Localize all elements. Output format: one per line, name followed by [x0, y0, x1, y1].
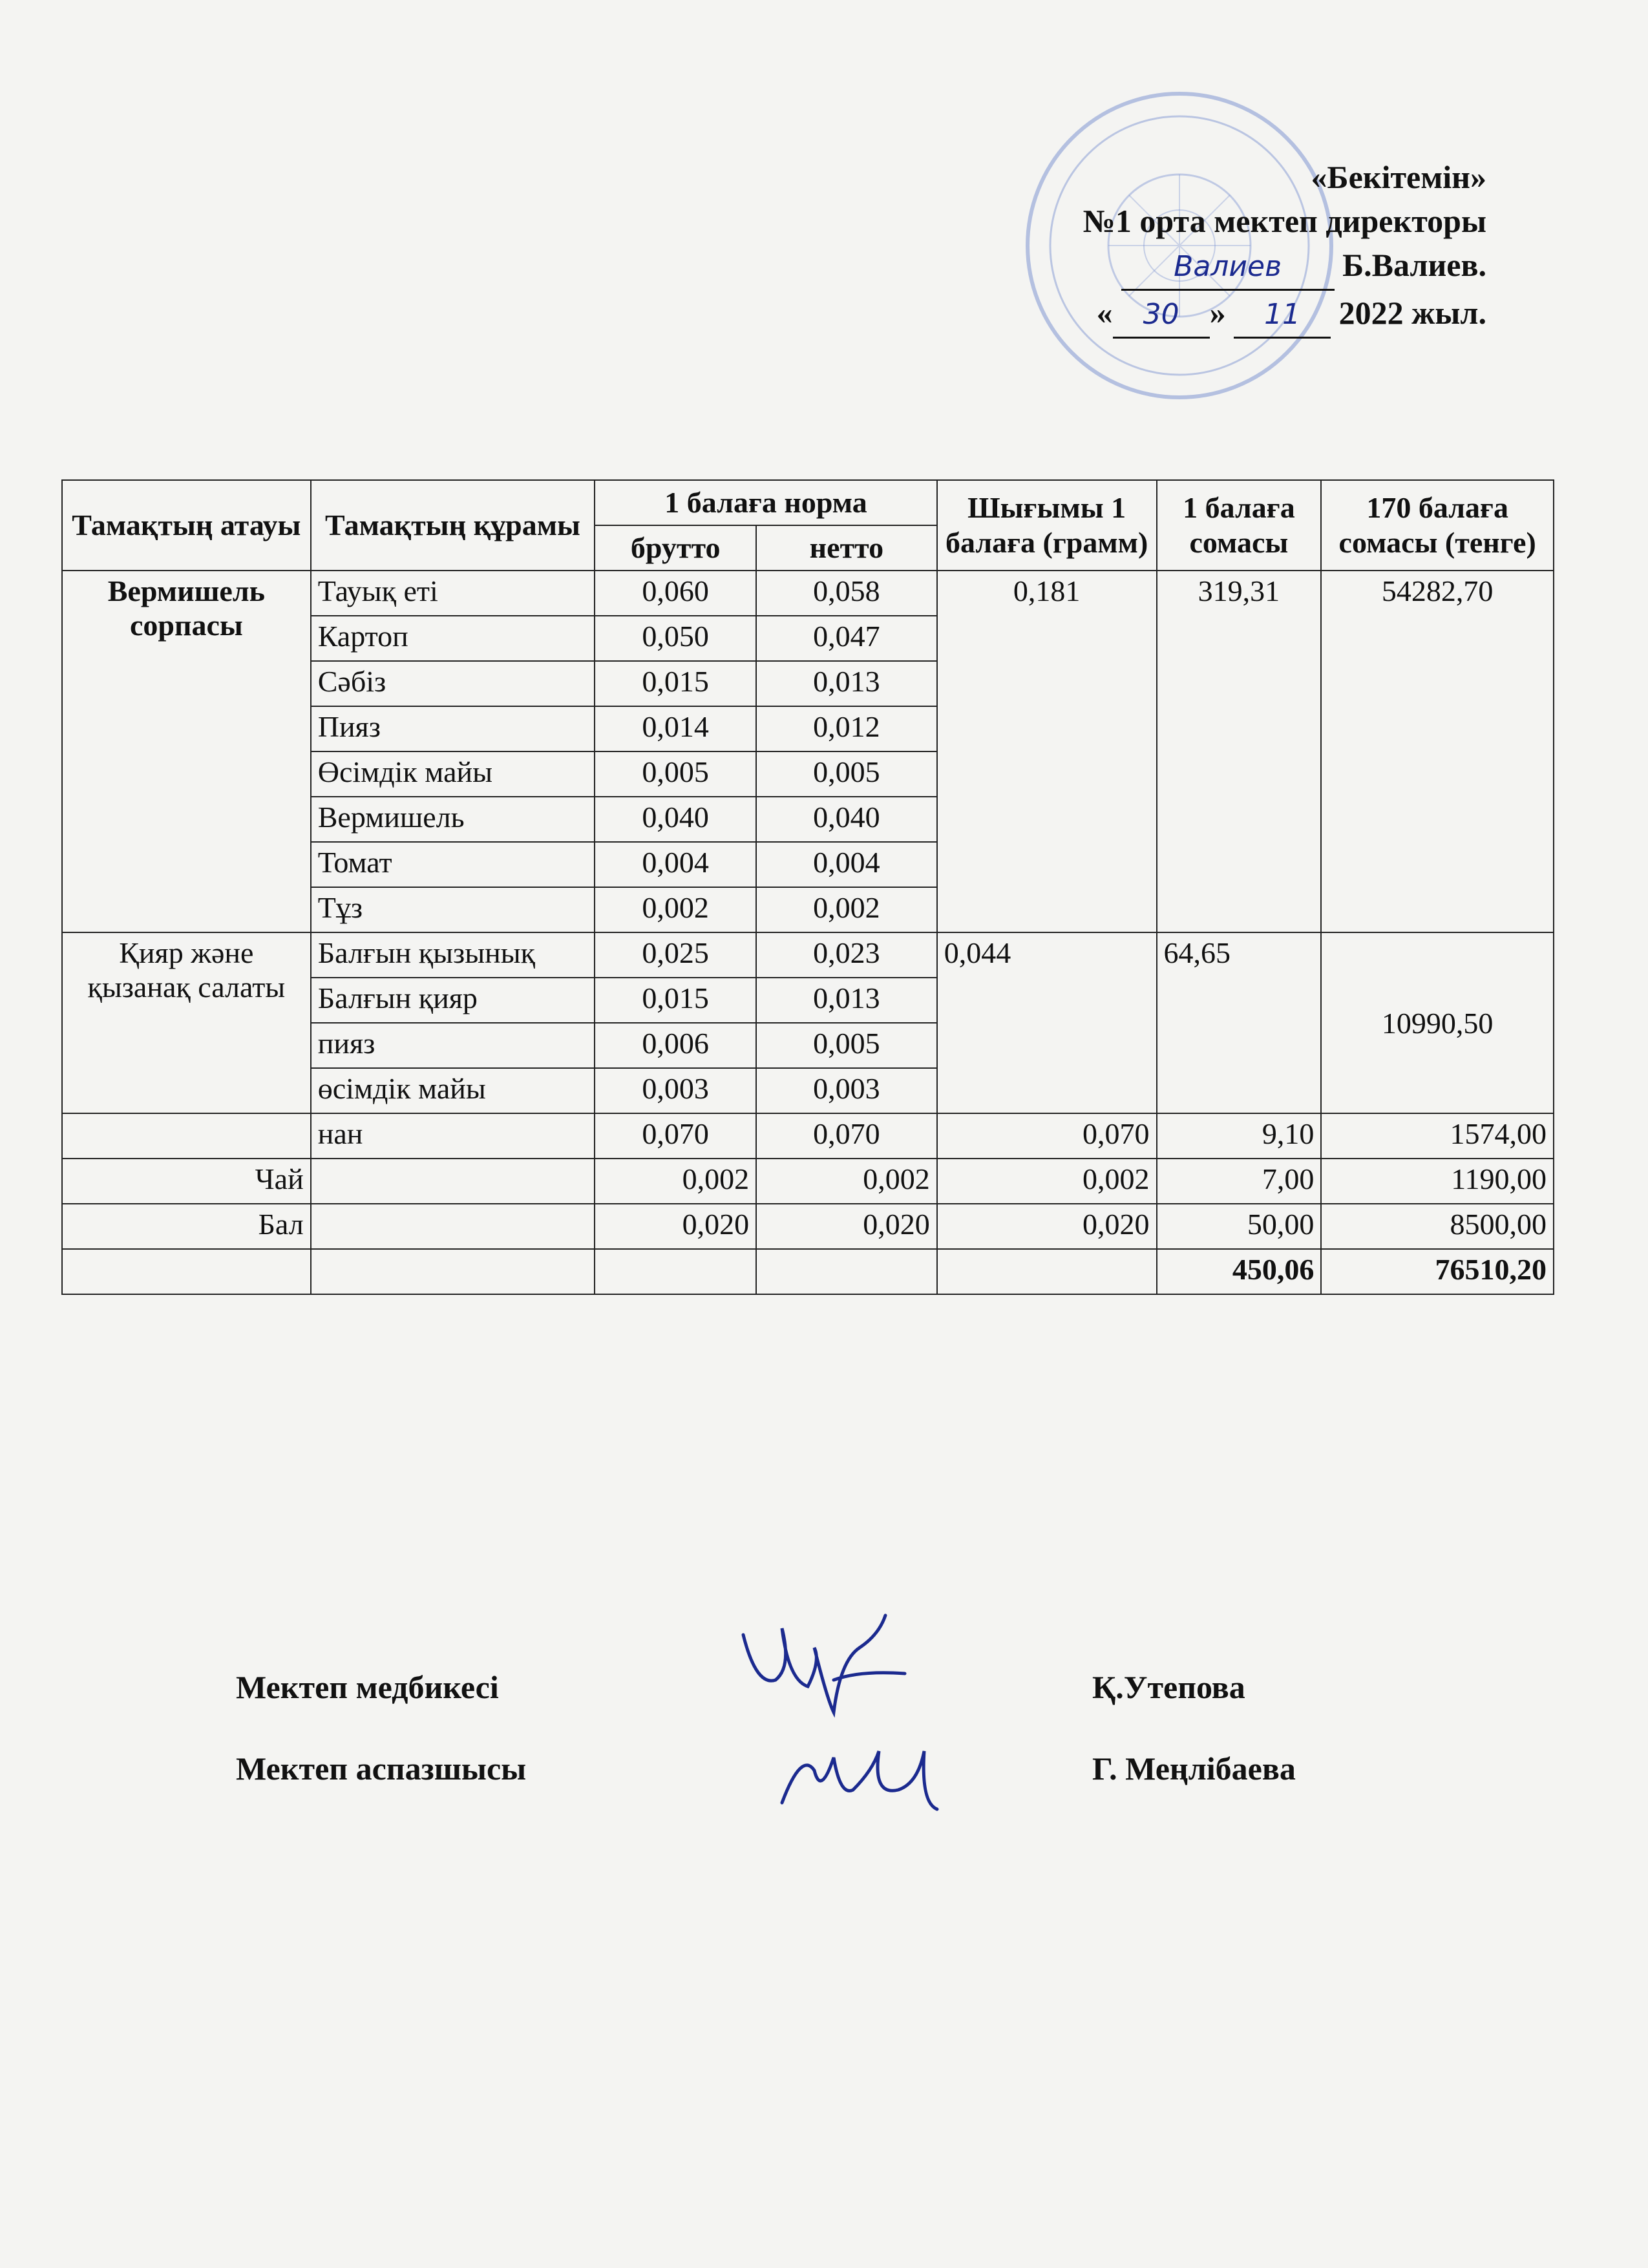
ingredient: Вермишель: [311, 797, 595, 842]
ingredient: Пияз: [311, 706, 595, 751]
ingredient: Томат: [311, 842, 595, 887]
date-open-quote: «: [1096, 295, 1113, 331]
netto: 0,012: [756, 706, 937, 751]
netto: 0,005: [756, 751, 937, 797]
header-brutto: брутто: [595, 525, 756, 571]
approval-date: [1083, 291, 1486, 339]
brutto: 0,015: [595, 661, 756, 706]
netto: 0,040: [756, 797, 937, 842]
brutto: 0,020: [595, 1204, 756, 1249]
total-salad: 10990,50: [1321, 932, 1554, 1113]
output: 0,002: [937, 1159, 1157, 1204]
header-composition: Тамақтың құрамы: [311, 480, 595, 571]
total-sum: 76510,20: [1321, 1249, 1554, 1294]
dish-name-soup: Вермишель сорпасы: [62, 571, 311, 932]
header-row: [62, 480, 1554, 525]
ingredient: Сәбіз: [311, 661, 595, 706]
empty-cell: [311, 1159, 595, 1204]
table-row: [62, 1113, 1554, 1159]
netto: 0,002: [756, 887, 937, 932]
netto: 0,002: [756, 1159, 937, 1204]
brutto: 0,006: [595, 1023, 756, 1068]
ingredient: өсімдік майы: [311, 1068, 595, 1113]
header-norm: 1 балаға норма: [595, 480, 936, 525]
output-salad: 0,044: [937, 932, 1157, 1113]
brutto: 0,002: [595, 887, 756, 932]
empty-cell: [595, 1249, 756, 1294]
ingredient: пияз: [311, 1023, 595, 1068]
header-total-sum: 170 балаға сомасы (тенге): [1321, 480, 1554, 571]
dish-name-salad: Қияр және қызанақ салаты: [62, 932, 311, 1113]
approval-block: [1083, 155, 1486, 339]
empty-cell: [311, 1249, 595, 1294]
empty-cell: [62, 1113, 311, 1159]
per-child: 9,10: [1157, 1113, 1322, 1159]
approval-title: «Бекітемін»: [1311, 159, 1486, 195]
date-year: 2022 жыл.: [1338, 295, 1486, 331]
ingredient: Тұз: [311, 887, 595, 932]
netto: 0,058: [756, 571, 937, 616]
brutto: 0,015: [595, 978, 756, 1023]
netto: 0,004: [756, 842, 937, 887]
per-child: 50,00: [1157, 1204, 1322, 1249]
dish-name-honey: Бал: [62, 1204, 311, 1249]
nurse-title: Мектеп медбикесі: [236, 1669, 499, 1705]
brutto: 0,003: [595, 1068, 756, 1113]
table-row: [62, 932, 1554, 978]
brutto: 0,050: [595, 616, 756, 661]
total: 8500,00: [1321, 1204, 1554, 1249]
cook-handwritten-signature: [776, 1732, 956, 1816]
total: 1574,00: [1321, 1113, 1554, 1159]
netto: 0,023: [756, 932, 937, 978]
header-output: Шығымы 1 балаға (грамм): [937, 480, 1157, 571]
table-row: [62, 571, 1554, 616]
ingredient: нан: [311, 1113, 595, 1159]
ingredient: Балғын қызынық: [311, 932, 595, 978]
cook-title: Мектеп аспазшысы: [236, 1750, 527, 1787]
date-close-quote: »: [1209, 295, 1226, 331]
header-netto: нетто: [756, 525, 937, 571]
netto: 0,013: [756, 661, 937, 706]
brutto: 0,002: [595, 1159, 756, 1204]
table-row: [62, 1159, 1554, 1204]
empty-cell: [311, 1204, 595, 1249]
per-child-soup: 319,31: [1157, 571, 1322, 932]
output: 0,020: [937, 1204, 1157, 1249]
empty-cell: [756, 1249, 937, 1294]
output-soup: 0,181: [937, 571, 1157, 932]
brutto: 0,025: [595, 932, 756, 978]
netto: 0,013: [756, 978, 937, 1023]
brutto: 0,014: [595, 706, 756, 751]
nurse-handwritten-signature: [730, 1609, 918, 1738]
header-dish-name: Тамақтың атауы: [62, 480, 311, 571]
menu-table: [61, 479, 1554, 1295]
brutto: 0,070: [595, 1113, 756, 1159]
director-name: Б.Валиев.: [1342, 247, 1486, 283]
brutto: 0,005: [595, 751, 756, 797]
nurse-name: Қ.Утепова: [1092, 1669, 1245, 1705]
per-child: 7,00: [1157, 1159, 1322, 1204]
ingredient: Тауық еті: [311, 571, 595, 616]
brutto: 0,060: [595, 571, 756, 616]
netto: 0,047: [756, 616, 937, 661]
total-per-child: 450,06: [1157, 1249, 1322, 1294]
total: 1190,00: [1321, 1159, 1554, 1204]
output: 0,070: [937, 1113, 1157, 1159]
approval-position: №1 орта мектеп директоры: [1083, 203, 1486, 239]
cook-name: Г. Меңлібаева: [1092, 1750, 1296, 1787]
director-signature-handwriting: Валиев: [1174, 250, 1282, 283]
ingredient: Балғын қияр: [311, 978, 595, 1023]
empty-cell: [62, 1249, 311, 1294]
table-row: [62, 1204, 1554, 1249]
date-day: 30: [1113, 291, 1210, 339]
per-child-salad: 64,65: [1157, 932, 1322, 1113]
ingredient: Картоп: [311, 616, 595, 661]
approval-signature-line: [1083, 243, 1486, 291]
brutto: 0,040: [595, 797, 756, 842]
ingredient: Өсімдік майы: [311, 751, 595, 797]
netto: 0,005: [756, 1023, 937, 1068]
brutto: 0,004: [595, 842, 756, 887]
dish-name-tea: Чай: [62, 1159, 311, 1204]
total-soup: 54282,70: [1321, 571, 1554, 932]
empty-cell: [937, 1249, 1157, 1294]
netto: 0,070: [756, 1113, 937, 1159]
netto: 0,020: [756, 1204, 937, 1249]
totals-row: [62, 1249, 1554, 1294]
date-month: 11: [1234, 291, 1331, 339]
netto: 0,003: [756, 1068, 937, 1113]
header-per-child-sum: 1 балаға сомасы: [1157, 480, 1322, 571]
director-signature: [1121, 243, 1335, 291]
